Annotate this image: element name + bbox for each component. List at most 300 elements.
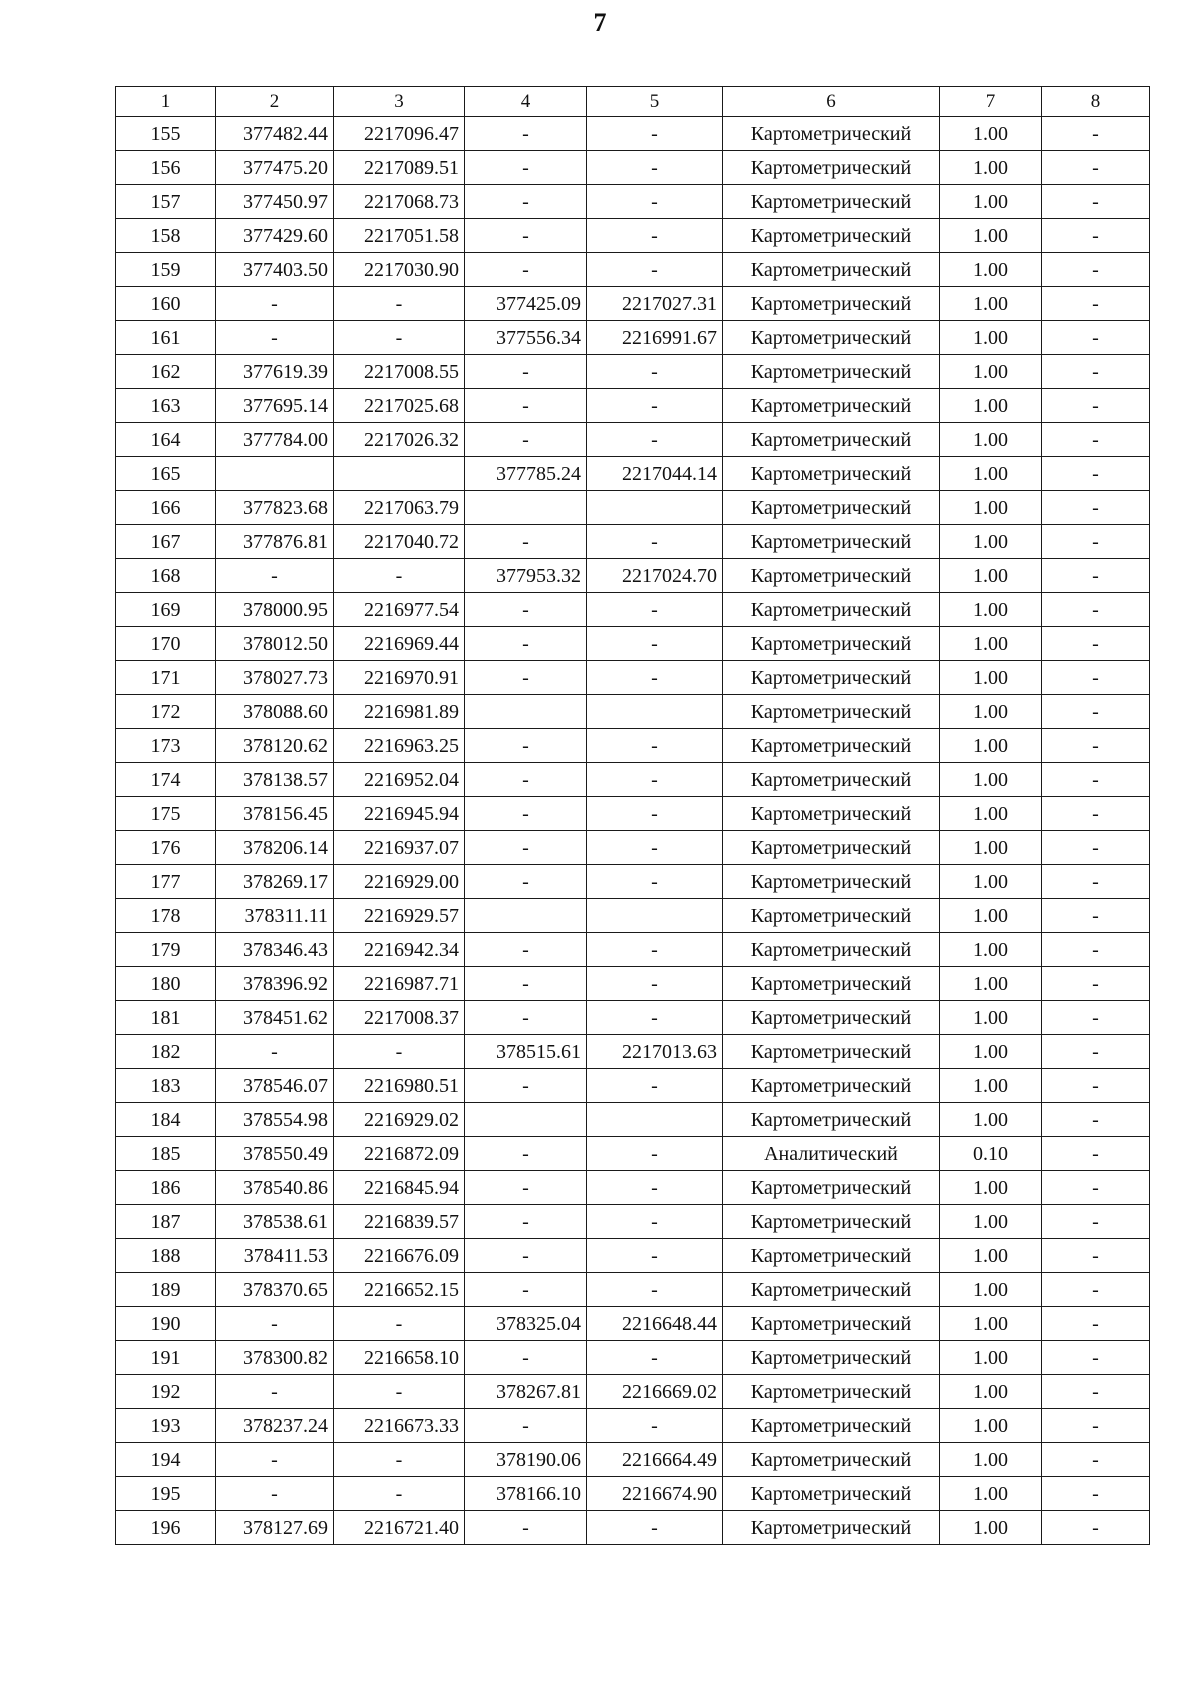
y-coord-cell: 2216945.94 xyxy=(334,797,465,831)
y-coord-alt-cell: - xyxy=(587,1137,723,1171)
point-number-cell: 159 xyxy=(116,253,216,287)
x-coord-alt-cell: - xyxy=(465,1239,587,1273)
table-row xyxy=(116,1511,1150,1545)
y-coord-cell: 2217008.55 xyxy=(334,355,465,389)
method-cell: Картометрический xyxy=(723,1341,940,1375)
method-cell: Картометрический xyxy=(723,1477,940,1511)
note-cell: - xyxy=(1042,321,1150,355)
x-coord-alt-cell: - xyxy=(465,763,587,797)
accuracy-cell: 0.10 xyxy=(940,1137,1042,1171)
point-number-cell: 194 xyxy=(116,1443,216,1477)
x-coord-alt-cell: - xyxy=(465,1069,587,1103)
point-number-cell: 160 xyxy=(116,287,216,321)
y-coord-alt-cell: - xyxy=(587,1511,723,1545)
method-cell: Картометрический xyxy=(723,559,940,593)
y-coord-alt-cell: 2217027.31 xyxy=(587,287,723,321)
accuracy-cell: 1.00 xyxy=(940,763,1042,797)
y-coord-alt-cell: - xyxy=(587,389,723,423)
note-cell: - xyxy=(1042,1341,1150,1375)
point-number-cell: 163 xyxy=(116,389,216,423)
x-coord-cell: 377695.14 xyxy=(216,389,334,423)
y-coord-alt-cell: - xyxy=(587,355,723,389)
table-row xyxy=(116,1341,1150,1375)
point-number-cell: 167 xyxy=(116,525,216,559)
table-row xyxy=(116,695,1150,729)
x-coord-alt-cell: 378190.06 xyxy=(465,1443,587,1477)
y-coord-alt-cell: - xyxy=(587,593,723,627)
point-number-cell: 190 xyxy=(116,1307,216,1341)
y-coord-cell: 2216929.00 xyxy=(334,865,465,899)
x-coord-cell: 378120.62 xyxy=(216,729,334,763)
note-cell: - xyxy=(1042,831,1150,865)
note-cell: - xyxy=(1042,1443,1150,1477)
method-cell: Картометрический xyxy=(723,695,940,729)
x-coord-cell: 378012.50 xyxy=(216,627,334,661)
point-number-cell: 196 xyxy=(116,1511,216,1545)
note-cell: - xyxy=(1042,1205,1150,1239)
y-coord-cell: 2216969.44 xyxy=(334,627,465,661)
note-cell: - xyxy=(1042,491,1150,525)
note-cell: - xyxy=(1042,1307,1150,1341)
x-coord-cell: 378000.95 xyxy=(216,593,334,627)
accuracy-cell: 1.00 xyxy=(940,865,1042,899)
x-coord-cell: 377784.00 xyxy=(216,423,334,457)
y-coord-alt-cell: - xyxy=(587,1001,723,1035)
y-coord-cell: - xyxy=(334,1477,465,1511)
table-row xyxy=(116,797,1150,831)
method-cell: Картометрический xyxy=(723,321,940,355)
accuracy-cell: 1.00 xyxy=(940,627,1042,661)
note-cell: - xyxy=(1042,1273,1150,1307)
note-cell: - xyxy=(1042,423,1150,457)
method-cell: Картометрический xyxy=(723,1273,940,1307)
y-coord-alt-cell: 2216664.49 xyxy=(587,1443,723,1477)
method-cell: Картометрический xyxy=(723,1239,940,1273)
point-number-cell: 177 xyxy=(116,865,216,899)
y-coord-alt-cell xyxy=(587,1103,723,1137)
y-coord-cell: 2216673.33 xyxy=(334,1409,465,1443)
x-coord-cell: 378451.62 xyxy=(216,1001,334,1035)
y-coord-cell: 2216929.02 xyxy=(334,1103,465,1137)
method-cell: Картометрический xyxy=(723,287,940,321)
accuracy-cell: 1.00 xyxy=(940,253,1042,287)
accuracy-cell: 1.00 xyxy=(940,899,1042,933)
note-cell: - xyxy=(1042,389,1150,423)
y-coord-alt-cell: 2216669.02 xyxy=(587,1375,723,1409)
accuracy-cell: 1.00 xyxy=(940,219,1042,253)
accuracy-cell: 1.00 xyxy=(940,831,1042,865)
method-cell: Картометрический xyxy=(723,151,940,185)
method-cell: Картометрический xyxy=(723,593,940,627)
method-cell: Картометрический xyxy=(723,1103,940,1137)
y-coord-cell: - xyxy=(334,559,465,593)
method-cell: Картометрический xyxy=(723,253,940,287)
point-number-cell: 165 xyxy=(116,457,216,491)
note-cell: - xyxy=(1042,627,1150,661)
x-coord-alt-cell: - xyxy=(465,151,587,185)
table-row xyxy=(116,355,1150,389)
point-number-cell: 178 xyxy=(116,899,216,933)
y-coord-alt-cell: - xyxy=(587,797,723,831)
x-coord-cell: 378396.92 xyxy=(216,967,334,1001)
accuracy-cell: 1.00 xyxy=(940,1443,1042,1477)
y-coord-cell: 2217030.90 xyxy=(334,253,465,287)
point-number-cell: 164 xyxy=(116,423,216,457)
y-coord-cell: 2216942.34 xyxy=(334,933,465,967)
y-coord-alt-cell: - xyxy=(587,1205,723,1239)
y-coord-alt-cell: - xyxy=(587,729,723,763)
table-row xyxy=(116,1001,1150,1035)
x-coord-alt-cell: - xyxy=(465,525,587,559)
x-coord-alt-cell: - xyxy=(465,661,587,695)
y-coord-alt-cell: - xyxy=(587,1409,723,1443)
table-row xyxy=(116,899,1150,933)
accuracy-cell: 1.00 xyxy=(940,593,1042,627)
note-cell: - xyxy=(1042,525,1150,559)
method-cell: Картометрический xyxy=(723,1511,940,1545)
accuracy-cell: 1.00 xyxy=(940,491,1042,525)
x-coord-cell: 378027.73 xyxy=(216,661,334,695)
y-coord-cell: 2216845.94 xyxy=(334,1171,465,1205)
point-number-cell: 162 xyxy=(116,355,216,389)
x-coord-alt-cell: - xyxy=(465,1001,587,1035)
point-number-cell: 176 xyxy=(116,831,216,865)
x-coord-cell: - xyxy=(216,321,334,355)
method-cell: Картометрический xyxy=(723,1035,940,1069)
table-row xyxy=(116,525,1150,559)
point-number-cell: 172 xyxy=(116,695,216,729)
y-coord-alt-cell: - xyxy=(587,525,723,559)
x-coord-cell: 378554.98 xyxy=(216,1103,334,1137)
note-cell: - xyxy=(1042,1477,1150,1511)
accuracy-cell: 1.00 xyxy=(940,1205,1042,1239)
y-coord-cell: 2217063.79 xyxy=(334,491,465,525)
y-coord-alt-cell: - xyxy=(587,763,723,797)
column-header-1: 1 xyxy=(116,87,216,117)
x-coord-alt-cell: - xyxy=(465,865,587,899)
x-coord-alt-cell: - xyxy=(465,1341,587,1375)
method-cell: Картометрический xyxy=(723,797,940,831)
y-coord-alt-cell xyxy=(587,899,723,933)
x-coord-alt-cell: - xyxy=(465,797,587,831)
note-cell: - xyxy=(1042,1171,1150,1205)
x-coord-alt-cell: 377785.24 xyxy=(465,457,587,491)
accuracy-cell: 1.00 xyxy=(940,1375,1042,1409)
method-cell: Картометрический xyxy=(723,1443,940,1477)
column-header-5: 5 xyxy=(587,87,723,117)
note-cell: - xyxy=(1042,117,1150,151)
method-cell: Картометрический xyxy=(723,525,940,559)
note-cell: - xyxy=(1042,1375,1150,1409)
y-coord-cell: 2216929.57 xyxy=(334,899,465,933)
table-row xyxy=(116,1239,1150,1273)
table-row xyxy=(116,1205,1150,1239)
x-coord-alt-cell xyxy=(465,491,587,525)
y-coord-cell: 2217008.37 xyxy=(334,1001,465,1035)
point-number-cell: 187 xyxy=(116,1205,216,1239)
note-cell: - xyxy=(1042,1409,1150,1443)
y-coord-cell: 2217068.73 xyxy=(334,185,465,219)
header-row xyxy=(116,87,1150,117)
y-coord-alt-cell: - xyxy=(587,423,723,457)
method-cell: Аналитический xyxy=(723,1137,940,1171)
table-row xyxy=(116,1171,1150,1205)
accuracy-cell: 1.00 xyxy=(940,661,1042,695)
y-coord-cell: 2216952.04 xyxy=(334,763,465,797)
x-coord-cell: 378206.14 xyxy=(216,831,334,865)
x-coord-cell: 378540.86 xyxy=(216,1171,334,1205)
point-number-cell: 180 xyxy=(116,967,216,1001)
x-coord-cell: - xyxy=(216,1375,334,1409)
y-coord-cell: 2216963.25 xyxy=(334,729,465,763)
x-coord-alt-cell: 377953.32 xyxy=(465,559,587,593)
x-coord-cell: - xyxy=(216,559,334,593)
coordinates-table xyxy=(115,86,1150,1545)
point-number-cell: 182 xyxy=(116,1035,216,1069)
y-coord-cell: 2216676.09 xyxy=(334,1239,465,1273)
note-cell: - xyxy=(1042,219,1150,253)
point-number-cell: 168 xyxy=(116,559,216,593)
x-coord-cell: 377403.50 xyxy=(216,253,334,287)
table-row xyxy=(116,287,1150,321)
table-row xyxy=(116,457,1150,491)
table-row xyxy=(116,389,1150,423)
y-coord-alt-cell: - xyxy=(587,627,723,661)
table-row xyxy=(116,1443,1150,1477)
x-coord-cell: - xyxy=(216,1443,334,1477)
table-row xyxy=(116,865,1150,899)
point-number-cell: 185 xyxy=(116,1137,216,1171)
point-number-cell: 186 xyxy=(116,1171,216,1205)
x-coord-alt-cell: - xyxy=(465,1511,587,1545)
accuracy-cell: 1.00 xyxy=(940,389,1042,423)
point-number-cell: 195 xyxy=(116,1477,216,1511)
note-cell: - xyxy=(1042,355,1150,389)
column-header-7: 7 xyxy=(940,87,1042,117)
y-coord-alt-cell: - xyxy=(587,933,723,967)
accuracy-cell: 1.00 xyxy=(940,423,1042,457)
x-coord-alt-cell: 377556.34 xyxy=(465,321,587,355)
accuracy-cell: 1.00 xyxy=(940,1103,1042,1137)
x-coord-alt-cell: - xyxy=(465,423,587,457)
x-coord-cell: 378237.24 xyxy=(216,1409,334,1443)
y-coord-alt-cell: 2216991.67 xyxy=(587,321,723,355)
y-coord-alt-cell: - xyxy=(587,1273,723,1307)
method-cell: Картометрический xyxy=(723,389,940,423)
point-number-cell: 171 xyxy=(116,661,216,695)
y-coord-alt-cell: - xyxy=(587,967,723,1001)
x-coord-alt-cell: - xyxy=(465,1273,587,1307)
table-row xyxy=(116,423,1150,457)
y-coord-alt-cell: 2217013.63 xyxy=(587,1035,723,1069)
y-coord-cell: 2217051.58 xyxy=(334,219,465,253)
table-row xyxy=(116,1477,1150,1511)
table-body xyxy=(116,117,1150,1545)
method-cell: Картометрический xyxy=(723,1307,940,1341)
note-cell: - xyxy=(1042,253,1150,287)
x-coord-alt-cell: - xyxy=(465,1171,587,1205)
x-coord-alt-cell: - xyxy=(465,1409,587,1443)
accuracy-cell: 1.00 xyxy=(940,933,1042,967)
y-coord-cell: 2216981.89 xyxy=(334,695,465,729)
x-coord-alt-cell: - xyxy=(465,593,587,627)
y-coord-alt-cell: - xyxy=(587,253,723,287)
accuracy-cell: 1.00 xyxy=(940,967,1042,1001)
point-number-cell: 193 xyxy=(116,1409,216,1443)
y-coord-cell: 2216970.91 xyxy=(334,661,465,695)
y-coord-cell: - xyxy=(334,287,465,321)
point-number-cell: 155 xyxy=(116,117,216,151)
table-row xyxy=(116,729,1150,763)
x-coord-cell: - xyxy=(216,1307,334,1341)
y-coord-cell: 2217040.72 xyxy=(334,525,465,559)
table-header xyxy=(116,87,1150,117)
table-row xyxy=(116,763,1150,797)
note-cell: - xyxy=(1042,1511,1150,1545)
note-cell: - xyxy=(1042,1035,1150,1069)
note-cell: - xyxy=(1042,933,1150,967)
x-coord-alt-cell: 378267.81 xyxy=(465,1375,587,1409)
method-cell: Картометрический xyxy=(723,729,940,763)
table-row xyxy=(116,1069,1150,1103)
x-coord-cell: - xyxy=(216,1035,334,1069)
table-row xyxy=(116,593,1150,627)
x-coord-cell: 378138.57 xyxy=(216,763,334,797)
y-coord-cell: 2216977.54 xyxy=(334,593,465,627)
y-coord-cell xyxy=(334,457,465,491)
table-row xyxy=(116,967,1150,1001)
x-coord-alt-cell: 378325.04 xyxy=(465,1307,587,1341)
note-cell: - xyxy=(1042,1069,1150,1103)
note-cell: - xyxy=(1042,899,1150,933)
point-number-cell: 158 xyxy=(116,219,216,253)
accuracy-cell: 1.00 xyxy=(940,525,1042,559)
accuracy-cell: 1.00 xyxy=(940,1273,1042,1307)
y-coord-cell: 2216652.15 xyxy=(334,1273,465,1307)
y-coord-cell: 2216872.09 xyxy=(334,1137,465,1171)
point-number-cell: 188 xyxy=(116,1239,216,1273)
note-cell: - xyxy=(1042,287,1150,321)
x-coord-alt-cell: - xyxy=(465,729,587,763)
x-coord-cell: 378300.82 xyxy=(216,1341,334,1375)
table-row xyxy=(116,1273,1150,1307)
point-number-cell: 192 xyxy=(116,1375,216,1409)
y-coord-cell: 2217025.68 xyxy=(334,389,465,423)
note-cell: - xyxy=(1042,661,1150,695)
x-coord-cell: 377876.81 xyxy=(216,525,334,559)
column-header-4: 4 xyxy=(465,87,587,117)
point-number-cell: 174 xyxy=(116,763,216,797)
column-header-3: 3 xyxy=(334,87,465,117)
y-coord-alt-cell xyxy=(587,695,723,729)
method-cell: Картометрический xyxy=(723,219,940,253)
x-coord-cell: 378538.61 xyxy=(216,1205,334,1239)
x-coord-cell: 377475.20 xyxy=(216,151,334,185)
y-coord-cell: - xyxy=(334,1307,465,1341)
accuracy-cell: 1.00 xyxy=(940,729,1042,763)
note-cell: - xyxy=(1042,967,1150,1001)
x-coord-alt-cell: - xyxy=(465,1205,587,1239)
accuracy-cell: 1.00 xyxy=(940,287,1042,321)
y-coord-alt-cell: - xyxy=(587,831,723,865)
x-coord-alt-cell: - xyxy=(465,967,587,1001)
x-coord-cell: - xyxy=(216,287,334,321)
method-cell: Картометрический xyxy=(723,1205,940,1239)
table-row xyxy=(116,219,1150,253)
point-number-cell: 189 xyxy=(116,1273,216,1307)
accuracy-cell: 1.00 xyxy=(940,151,1042,185)
note-cell: - xyxy=(1042,151,1150,185)
x-coord-cell: 377429.60 xyxy=(216,219,334,253)
method-cell: Картометрический xyxy=(723,185,940,219)
x-coord-cell: 378156.45 xyxy=(216,797,334,831)
table-row xyxy=(116,1137,1150,1171)
table-row xyxy=(116,253,1150,287)
accuracy-cell: 1.00 xyxy=(940,559,1042,593)
y-coord-alt-cell: 2216648.44 xyxy=(587,1307,723,1341)
accuracy-cell: 1.00 xyxy=(940,1069,1042,1103)
y-coord-cell: 2216839.57 xyxy=(334,1205,465,1239)
x-coord-cell: 378269.17 xyxy=(216,865,334,899)
column-header-6: 6 xyxy=(723,87,940,117)
y-coord-cell: 2217089.51 xyxy=(334,151,465,185)
note-cell: - xyxy=(1042,185,1150,219)
table-row xyxy=(116,1409,1150,1443)
table-row xyxy=(116,185,1150,219)
x-coord-alt-cell: - xyxy=(465,185,587,219)
y-coord-alt-cell: - xyxy=(587,151,723,185)
method-cell: Картометрический xyxy=(723,1409,940,1443)
y-coord-cell: - xyxy=(334,321,465,355)
x-coord-alt-cell xyxy=(465,1103,587,1137)
note-cell: - xyxy=(1042,695,1150,729)
y-coord-alt-cell: - xyxy=(587,865,723,899)
method-cell: Картометрический xyxy=(723,491,940,525)
y-coord-cell: 2217026.32 xyxy=(334,423,465,457)
table-row xyxy=(116,491,1150,525)
method-cell: Картометрический xyxy=(723,1375,940,1409)
y-coord-alt-cell: 2216674.90 xyxy=(587,1477,723,1511)
accuracy-cell: 1.00 xyxy=(940,1341,1042,1375)
x-coord-alt-cell: 378515.61 xyxy=(465,1035,587,1069)
point-number-cell: 183 xyxy=(116,1069,216,1103)
note-cell: - xyxy=(1042,593,1150,627)
point-number-cell: 157 xyxy=(116,185,216,219)
accuracy-cell: 1.00 xyxy=(940,185,1042,219)
point-number-cell: 184 xyxy=(116,1103,216,1137)
table-row xyxy=(116,661,1150,695)
accuracy-cell: 1.00 xyxy=(940,117,1042,151)
point-number-cell: 191 xyxy=(116,1341,216,1375)
table-row xyxy=(116,1307,1150,1341)
note-cell: - xyxy=(1042,1103,1150,1137)
y-coord-cell: - xyxy=(334,1443,465,1477)
x-coord-cell xyxy=(216,457,334,491)
x-coord-cell: 378370.65 xyxy=(216,1273,334,1307)
x-coord-alt-cell: - xyxy=(465,933,587,967)
accuracy-cell: 1.00 xyxy=(940,1035,1042,1069)
x-coord-cell: 377450.97 xyxy=(216,185,334,219)
method-cell: Картометрический xyxy=(723,1001,940,1035)
method-cell: Картометрический xyxy=(723,661,940,695)
accuracy-cell: 1.00 xyxy=(940,1239,1042,1273)
accuracy-cell: 1.00 xyxy=(940,1171,1042,1205)
method-cell: Картометрический xyxy=(723,967,940,1001)
method-cell: Картометрический xyxy=(723,1069,940,1103)
table-row xyxy=(116,627,1150,661)
y-coord-cell: - xyxy=(334,1035,465,1069)
page-number: 7 xyxy=(593,8,607,37)
